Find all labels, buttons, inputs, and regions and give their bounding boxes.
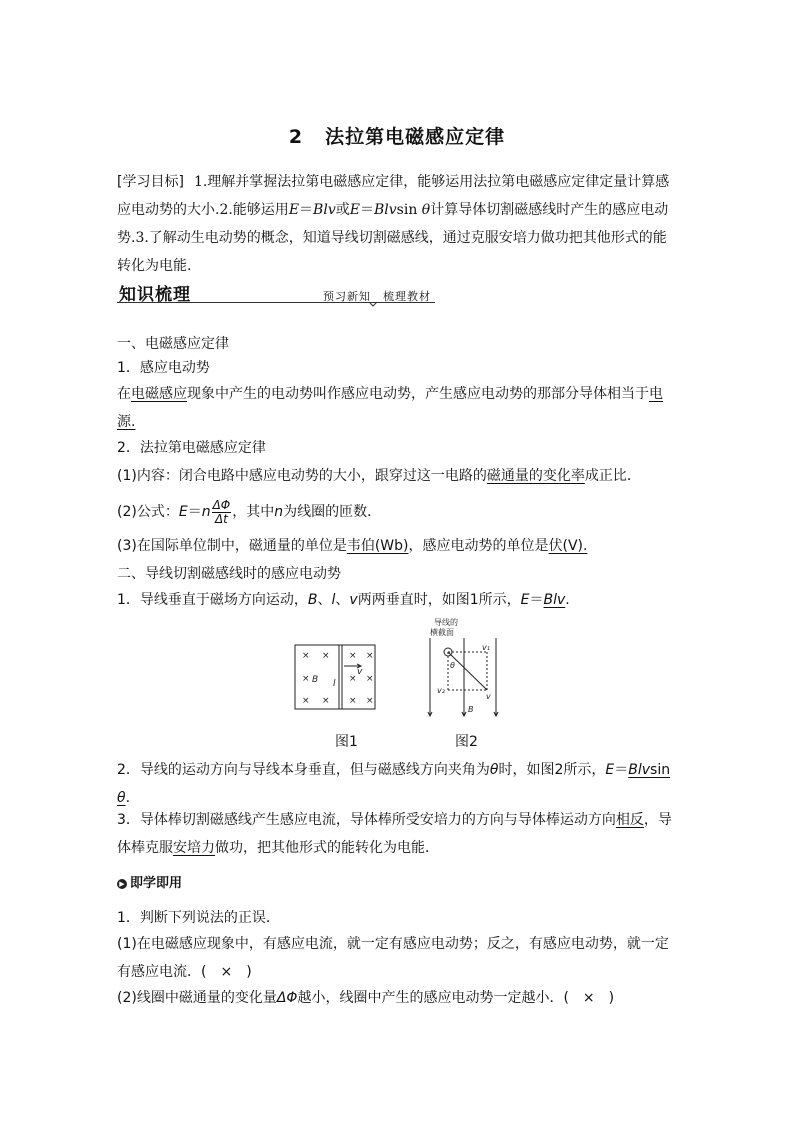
goals-eq-2: ＝ [359,202,374,218]
i2-text-b: 时，如图2所示， [498,762,606,778]
c1-blank: 磁通量的变化率 [486,468,585,484]
figure-1 [294,644,376,710]
fig2-label-v2: v₂ [437,686,445,695]
i3-text-c: 做功，把其他形式的能转化为电能． [215,840,439,856]
fig2-caption-line1: 导线的 [434,618,458,627]
goals-theta: θ [421,202,431,218]
part1-formula [117,498,677,526]
c1-text-a: (1)内容：闭合电路中感应电动势的大小，跟穿过这一电路的 [117,468,487,484]
part1-paragraph [117,380,677,436]
fig1-label-b: B [312,675,319,685]
part1-heading: 一、电磁感应定律 [117,336,229,352]
goals-formula-blv1: Blv [313,202,336,218]
fig2-label-v: v [486,692,491,701]
i2-end: . [125,790,131,806]
p1-text-b: 现象中产生的电动势叫作感应电动势，产生感应电动势的那部分导体相当于 [187,386,649,402]
i3-blank-2: 安培力 [173,840,215,856]
part2-item2 [117,756,677,812]
c2-n2: n [274,504,284,520]
formula-fraction [212,499,232,526]
fig1-cross: × [366,696,374,706]
i1-text-b: 两两垂直时，如图1所示， [357,592,521,608]
fig2-label-theta: θ [450,661,455,670]
c3-text-b: ，感应电动势的单位是 [408,538,549,554]
i2-text-a: 2．导线的运动方向与导线本身垂直，但与磁感线方向夹角为 [117,762,490,778]
fig1-cross: × [302,651,310,661]
i3-text-b: ，导体棒克服 [117,812,672,856]
goals-sin: sin [396,202,418,218]
fraction-denominator: Δt [214,511,228,526]
i3-blank-1: 相反 [615,812,644,828]
goals-formula-e1: E [288,202,300,218]
i1-sep-1: 、 [317,592,332,608]
part1-units [117,532,677,560]
fig1-cross: × [302,696,310,706]
part1-sub2: 2．法拉第电磁感应定律 [117,440,266,456]
i2-theta: θ [489,762,499,778]
i2-blv: Blv [628,762,651,778]
goals-text-1: 1.理解并掌握法拉第电磁感应定律，能够运用法拉第电磁感应定律定量计算感应电动势的大小.2.能够运用 [117,174,670,218]
fig1-cross: × [366,651,374,661]
s2-symbol: ΔΦ [276,990,298,1006]
figure-2-caption: 图2 [455,734,478,750]
i1-sep-2: 、 [335,592,350,608]
fig1-cross: × [349,696,357,706]
fig1-cross: × [349,651,357,661]
i1-b: B [307,592,318,608]
c2-eq: ＝ [187,504,202,520]
title-number: 2 [288,126,304,148]
fig1-cross: × [349,674,357,684]
i2-eq: ＝ [614,762,629,778]
i1-end: . [565,592,570,608]
i2-e: E [605,762,615,778]
goals-eq-1: ＝ [299,202,314,218]
play-icon: ▶ [117,879,127,889]
fig1-cross: × [366,674,374,684]
p1-text-a: 在 [117,386,131,402]
i1-eq: ＝ [529,592,544,608]
practice-heading [117,870,677,898]
part2-item1 [117,586,677,614]
practice-q1: 1．判断下列说法的正误． [117,910,280,926]
i2-sin: sin [650,762,671,778]
section-subtitle: 预习新知 梳理教材 [323,290,431,303]
goals-text-2: 计算导体切割磁感线时产生的感应电动势.3.了解动生电动势的概念，知道导线切割磁感线，通过克服安培力做功把其他形式的能转化为电能. [117,202,669,274]
i1-v: v [349,592,358,608]
fig1-cross: × [322,651,330,661]
i1-e: E [520,592,530,608]
goals-formula-e2: E [349,202,360,218]
part1-content [117,462,677,490]
learning-goals [117,168,677,280]
fig2-caption-line2: 横截面 [430,628,454,637]
figure-2 [420,616,506,718]
c2-text-a: (2)公式： [117,504,179,520]
c2-text-b: ，其中 [232,504,275,520]
i3-text-a: 3．导体棒切割磁感线产生感应电流，导体棒所受安培力的方向与导体棒运动方向 [117,812,616,828]
practice-statement-2 [117,984,677,1012]
fig2-label-v1: v₁ [482,643,490,652]
p1-blank-2: 电源. [117,386,663,430]
c2-e: E [178,504,188,520]
practice-statement-1: (1)在电磁感应现象中，有感应电流，就一定有感应电动势；反之，有感应电动势，就一定有感应电流．( × ) [117,936,669,980]
i1-l: l [331,592,336,608]
i1-text-a: 1．导线垂直于磁场方向运动， [117,592,308,608]
c2-text-c: 为线圈的匝数． [283,504,382,520]
fig1-label-l: l [333,679,336,689]
goals-label: [学习目标] [117,174,184,190]
fraction-numerator: ΔΦ [212,497,231,512]
section-title: 知识梳理 [119,285,191,305]
title-text: 法拉第电磁感应定律 [325,126,506,148]
part2-item3 [117,806,677,862]
divider-notch-icon [117,298,435,308]
section-header-knowledge [117,278,435,306]
s2-text-b: 越小，线圈中产生的感应电动势一定越小．( × ) [297,990,615,1006]
practice-heading-text: 即学即用 [130,876,183,891]
c3-blank-1: 韦伯(Wb) [346,538,409,554]
goals-formula-blv2: Blv [373,202,397,218]
c2-n: n [201,504,211,520]
c3-text-a: (3)在国际单位制中，磁通量的单位是 [117,538,347,554]
goals-or: 或 [335,202,350,218]
fig2-label-b: B [468,705,474,714]
i1-blank: Blv [543,592,566,608]
c1-text-b: 成正比． [584,468,641,484]
fig1-label-v: v [357,667,363,677]
page-title [0,122,794,149]
figure-1-caption: 图1 [335,734,358,750]
s2-text-a: (2)线圈中磁通量的变化量 [117,990,277,1006]
part1-sub1: 1．感应电动势 [117,360,210,376]
p1-blank-1: 电磁感应 [131,386,187,402]
fig1-cross: × [322,696,330,706]
i2-theta2: θ [117,790,126,806]
part2-heading: 二、导线切割磁感线时的感应电动势 [117,566,341,582]
fig1-cross: × [302,674,310,684]
fig2-velocity-v [448,652,487,690]
c3-blank-2: 伏(V). [548,538,588,554]
